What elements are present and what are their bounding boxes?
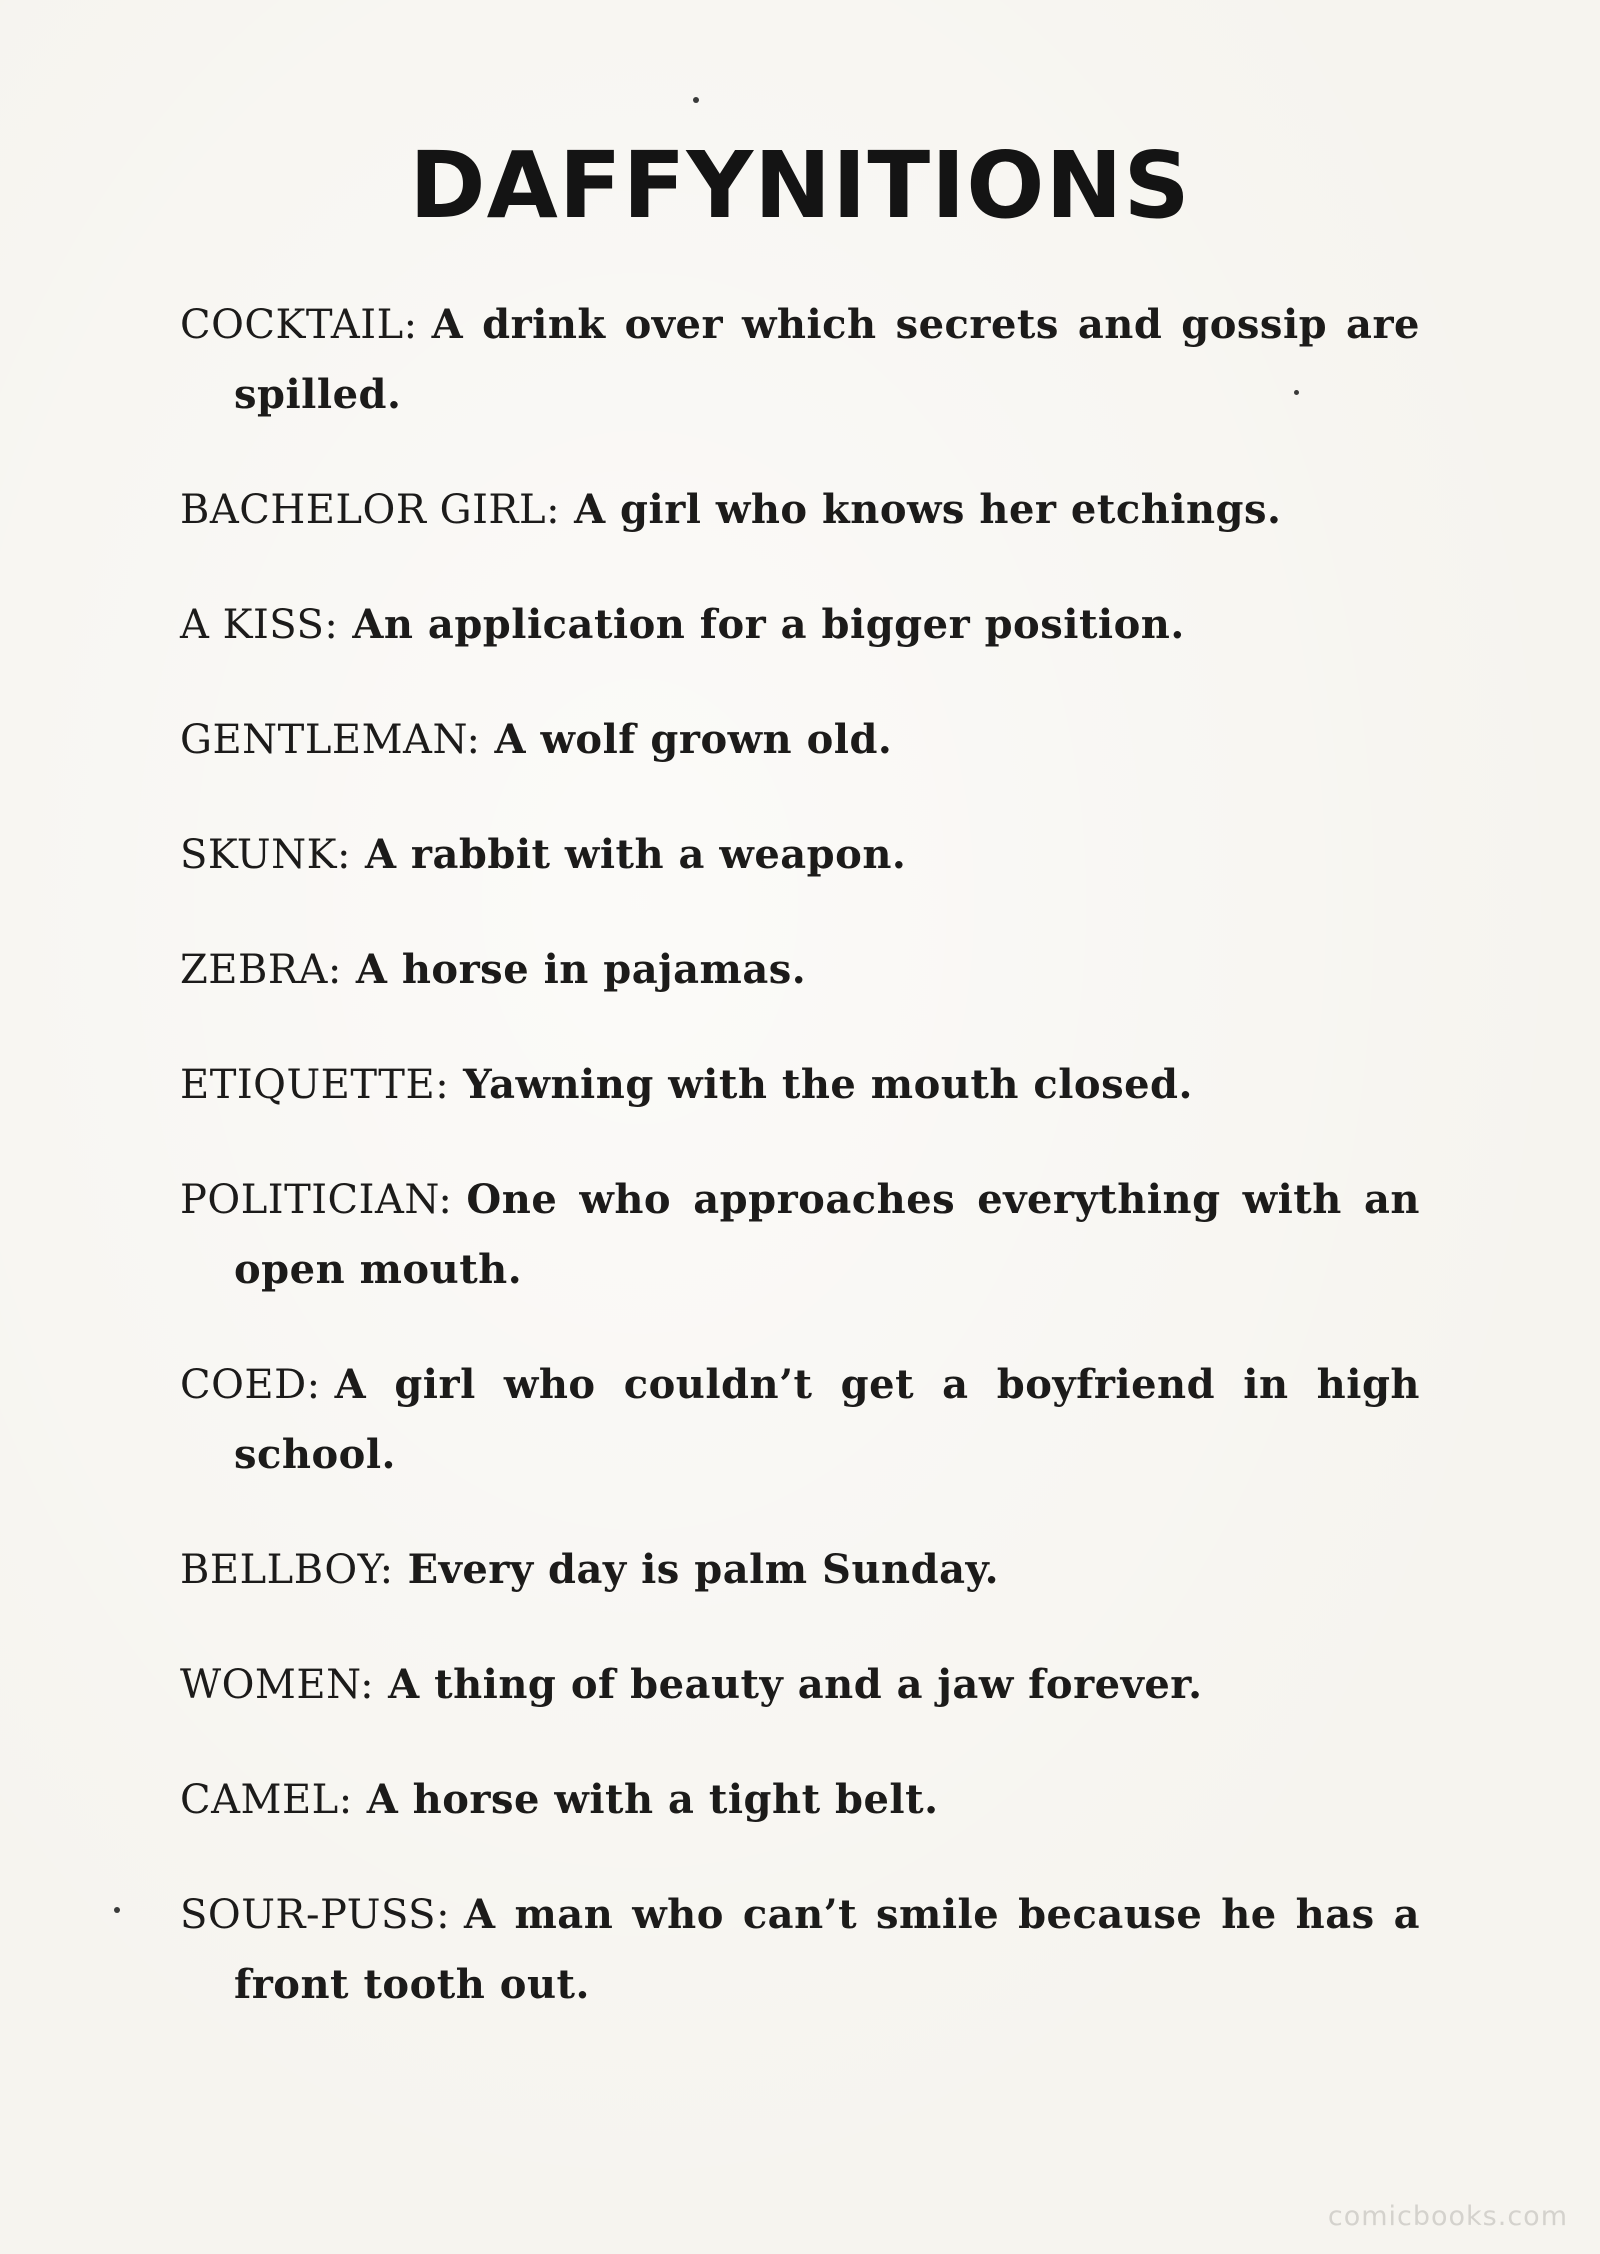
entry-colon: : xyxy=(306,1362,321,1408)
entry-definition: Yawning with the mouth closed. xyxy=(463,1061,1193,1108)
entry-definition: A horse with a tight belt. xyxy=(366,1776,939,1823)
entry-colon: : xyxy=(360,1662,375,1708)
entry-term: COED xyxy=(180,1362,307,1408)
entry-colon: : xyxy=(438,1177,453,1223)
print-speck xyxy=(693,97,699,103)
entry-definition: A wolf grown old. xyxy=(494,716,893,763)
entry-term: WOMEN xyxy=(180,1662,361,1708)
print-speck xyxy=(114,1907,120,1913)
entry-colon: : xyxy=(435,1062,450,1108)
entry-colon: : xyxy=(324,602,339,648)
entry-colon: : xyxy=(403,302,418,348)
definition-entry xyxy=(180,935,1420,1005)
entry-term: GENTLEMAN xyxy=(180,717,467,763)
entry-definition: An application for a bigger position. xyxy=(352,601,1185,648)
definition-entry xyxy=(180,820,1420,890)
entry-definition: A girl who knows her etchings. xyxy=(574,486,1282,533)
entry-term: POLITICIAN xyxy=(180,1177,439,1223)
definition-entry xyxy=(180,1650,1420,1720)
entry-term: ETIQUETTE xyxy=(180,1062,436,1108)
entry-colon: : xyxy=(436,1892,451,1938)
entry-definition: Every day is palm Sunday. xyxy=(407,1546,1000,1593)
definition-entry xyxy=(180,290,1420,430)
entry-term: ZEBRA xyxy=(180,947,328,993)
entry-term: SOUR-PUSS xyxy=(180,1892,437,1938)
definition-entry xyxy=(180,1765,1420,1835)
page-title: DAFFYNITIONS xyxy=(409,132,1191,239)
definition-entry xyxy=(180,1165,1420,1305)
entry-term: COCKTAIL xyxy=(180,302,404,348)
entry-definition: A girl who couldn’t get a boyfriend in high school. xyxy=(234,1361,1420,1478)
definition-entry xyxy=(180,1880,1420,2020)
definition-entry xyxy=(180,705,1420,775)
definition-entry xyxy=(180,1535,1420,1605)
entry-term: BACHELOR GIRL xyxy=(180,487,547,533)
entry-definition: A man who can’t smile because he has a front tooth out. xyxy=(234,1891,1420,2008)
entry-definition: A drink over which secrets and gossip are spilled. xyxy=(234,301,1420,418)
entry-definition: A horse in pajamas. xyxy=(355,946,807,993)
site-watermark: comicbooks.com xyxy=(1327,2201,1568,2232)
entry-definition: A thing of beauty and a jaw forever. xyxy=(388,1661,1203,1708)
entry-colon: : xyxy=(327,947,342,993)
entry-definition: A rabbit with a weapon. xyxy=(364,831,907,878)
entry-colon: : xyxy=(546,487,561,533)
entry-term: SKUNK xyxy=(180,832,337,878)
entry-definition: One who approaches everything with an open mouth. xyxy=(234,1176,1420,1293)
entry-colon: : xyxy=(336,832,351,878)
entry-colon: : xyxy=(466,717,481,763)
definition-list xyxy=(180,290,1420,2065)
definition-entry xyxy=(180,1350,1420,1490)
entry-colon: : xyxy=(338,1777,353,1823)
definition-entry xyxy=(180,475,1420,545)
definition-entry xyxy=(180,590,1420,660)
entry-colon: : xyxy=(379,1547,394,1593)
definition-entry xyxy=(180,1050,1420,1120)
entry-term: BELLBOY xyxy=(180,1547,380,1593)
entry-term: CAMEL xyxy=(180,1777,339,1823)
entry-term: A KISS xyxy=(180,602,325,648)
